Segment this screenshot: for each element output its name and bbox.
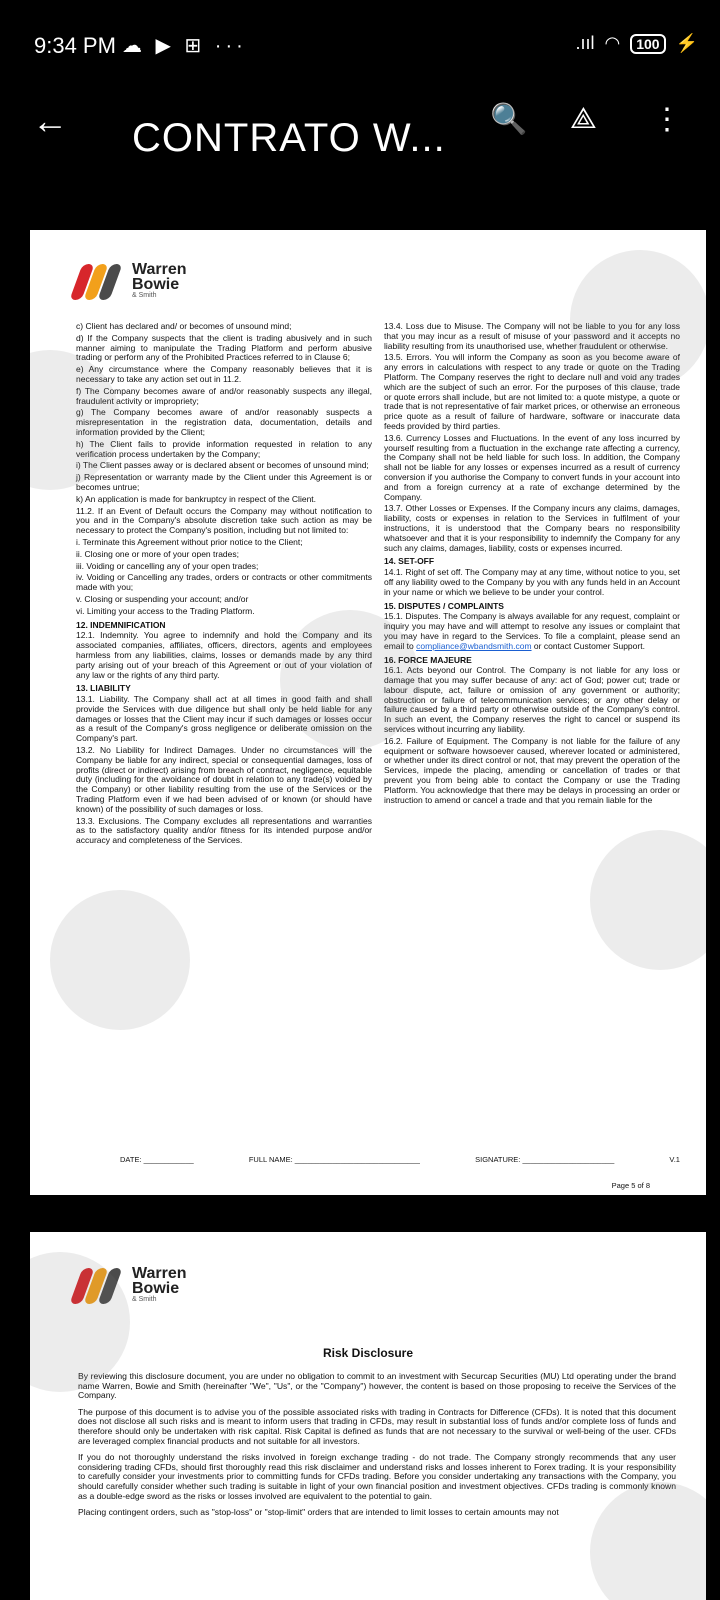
para: iii. Voiding or cancelling any of your open trades; <box>76 560 259 571</box>
battery-icon: 100 <box>630 34 665 54</box>
para: 14.1. Right of set off. The Company may at any time, without notice to you, set off any liability owed to the Company by you with any funds held in an Account in your name or which we believe to be under your control. <box>384 567 680 597</box>
left-column <box>76 322 372 848</box>
logo-line-3: & Smith <box>132 1295 157 1303</box>
para: j) Representation or warranty made by the Client under this Agreement is or becomes untrue; <box>76 472 372 492</box>
para: d) If the Company suspects that the client is trading abusively and in such manner aiming to manipulate the Trading Platform and perform abusive trading or perform any of the Prohibited Practices referred to in Clause 6; <box>76 332 372 363</box>
para: 13.3. Exclusions. The Company excludes all representations and warranties as to the satisfactory quality and/or fitness for its intended purpose and/or accuracy and completeness of the Services. <box>76 815 372 846</box>
logo-line-3: & Smith <box>132 291 157 299</box>
logo-mark-icon <box>72 260 126 300</box>
para: 13.1. Liability. The Company shall act at all times in good faith and shall provide the Services with due diligence but shall only be held liable for any damages or losses that the Client may incur if such damages or losses occur as a result of the Company's gross negligence or deliberate omission on the Company's part. <box>76 694 372 744</box>
watermark-icon <box>590 830 706 970</box>
document-page-6 <box>30 1232 706 1600</box>
para: v. Closing or suspending your account; and/or <box>76 593 249 604</box>
document-title: CONTRATO W... <box>132 116 446 160</box>
section-heading: 16. FORCE MAJEURE <box>384 654 472 665</box>
para: 13.2. No Liability for Indirect Damages. Under no circumstances will the Company be liable for any indirect, special or consequential damages, loss of profits (direct or indirect) arising from breach of contract, negligence, equitable duty (including for the avoidance of doubt in relation to any trade(s) voided by the Company) or other liability resulting from the use of the Services or the Trading Platform even if we had been advised of or known (or should have known) of the possibility of such damages or loss. <box>76 745 372 814</box>
charging-icon: ⚡ <box>675 33 698 53</box>
logo-line-2: Bowie <box>132 275 180 293</box>
footer-version: V.1 <box>669 1155 680 1164</box>
status-time: 9:34 PM <box>34 33 116 58</box>
page-number: Page 5 of 8 <box>611 1181 650 1190</box>
section-heading: 15. DISPUTES / COMPLAINTS <box>384 600 504 611</box>
para: 16.1. Acts beyond our Control. The Company is not liable for any loss or damage that you may suffer because of any: act of God; power cut; trade or labour dispute, act, failure or omission of any government or authority; obstruction or failure of telecommunication services; or any other delay or failure caused by a third party or otherwise outside of the Company's control. In such an event, the Company reserves the right to cancel or suspend its services without incurring any liability. <box>384 665 680 735</box>
footer-signature: SIGNATURE: ______________________ <box>475 1155 615 1164</box>
para: 16.2. Failure of Equipment. The Company is not liable for the failure of any equipment or software howsoever caused, wherever located or administered, or whether under its direct control or not, that may prevent the operation of the Services, impede the placing, amending or cancellation of trades or that prevent you from being able to contact the Company or use the Trading Platform. You acknowledge that there may be delays in processing an order or instruction to amend or cancel a trade and that you remain liable for the <box>384 735 680 805</box>
para: By reviewing this disclosure document, you are under no obligation to commit to an investment with Securcap Securities (MU) Ltd operating under the brand name Warren, Bowie and Smith (hereinafter "We", "Us", or the "Company") however, the content is based on those proposing to receive the Services of the Company. <box>78 1371 676 1401</box>
para: 11.2. If an Event of Default occurs the Company may without notification to you and in the Company's absolute discretion take such action as may be necessary to protect the Company's position, including but not limited to: <box>76 505 372 536</box>
company-logo <box>72 1264 187 1304</box>
wifi-icon: ◠ <box>604 33 621 53</box>
company-logo <box>72 260 187 300</box>
para: 13.7. Other Losses or Expenses. If the Company incurs any claims, damages, liability, costs or expenses in relation to the Services in fulfilment of your instructions, it is understood that the Company bears no responsibility whatsoever and that it is your responsibility to indemnify the Company for any such any claims, damages, liability, costs or expenses incurred. <box>384 503 680 553</box>
disputes-text: 15.1. Disputes. The Company is always available for any request, complaint or inquiry you may have and will attempt to resolve any issues or complaint that you may have in regard to the Services. To file a complaint, please send an email to <box>384 611 680 651</box>
para: Placing contingent orders, such as "stop-loss" or "stop-limit" orders that are intended to limit losses to certain amounts may not <box>78 1507 559 1518</box>
risk-disclosure-title: Risk Disclosure <box>322 1346 414 1360</box>
watermark-icon <box>50 890 190 1030</box>
more-options-icon[interactable]: ⋮ <box>652 103 682 136</box>
para: g) The Company becomes aware of and/or reasonably suspects a misrepresentation in the registration data, documentation, details and information provided by the Client; <box>76 407 372 437</box>
para: 13.4. Loss due to Misuse. The Company will not be liable to you for any loss that you may incur as a result of misuse of your password and it accepts no liability resulting from its unauthorised use, whether fraudulent or otherwise. <box>384 321 680 351</box>
back-arrow-icon[interactable]: ← <box>32 100 68 141</box>
disputes-end: or contact Customer Support. <box>533 640 645 651</box>
page-footer <box>120 1155 680 1164</box>
footer-name: FULL NAME: ______________________________ <box>248 1155 420 1164</box>
risk-disclosure-body <box>78 1372 676 1525</box>
logo-line-1: Warren <box>132 260 187 278</box>
section-heading: 14. SET-OFF <box>384 556 435 567</box>
para: vi. Limiting your access to the Trading Platform. <box>76 605 255 616</box>
para: i) The Client passes away or is declared absent or becomes of unsound mind; <box>76 460 369 471</box>
system-icons <box>575 33 698 54</box>
status-bar <box>0 0 720 82</box>
search-document-icon[interactable]: 🔍 <box>490 103 528 136</box>
para: If you do not thoroughly understand the risks involved in foreign exchange trading - do not trade. The Company strongly recommends that any user considering trading CFDs, should first thoroughly read this risk disclaimer and understand risks and losses inherent to Forex trading. It is your responsibility to carefully consider your investments prior to committing funds for CFDs trading. Before you consider undertaking any transactions with the Company, you should carefully consider whether such trading is suitable in light of your own financial position and investment objectives. CFDs trading is commonly known as a double-edge sword as the risks or losses involved are equivalent to the potential to gain. <box>78 1452 676 1501</box>
signal-icon: .ııl <box>575 33 595 53</box>
para: i. Terminate this Agreement without prior notice to the Client; <box>76 536 303 547</box>
logo-line-1: Warren <box>132 1264 187 1282</box>
para: 13.6. Currency Losses and Fluctuations. In the event of any loss incurred by yourself resulting from a fluctuation in the exchange rate affecting a currency, the Company shall not be held liable for such loss. In addition, the Company shall not be liable for any losses or expenses incurred as a result of currency conversion if you authorise the Company to convert funds in your account into and from a foreign currency at a rate of exchange determined by the Company. <box>384 432 680 502</box>
para: ii. Closing one or more of your open trades; <box>76 548 240 559</box>
footer-date: DATE: ____________ <box>120 1155 194 1164</box>
para: f) The Company becomes aware of and/or reasonably suspects any illegal, fraudulent activity or impropriety; <box>76 385 372 406</box>
compliance-email-link[interactable]: compliance@wbandsmith.com <box>416 640 532 651</box>
notification-icons: ☁ ▶ ⊞ ··· <box>122 35 247 57</box>
para: 12.1. Indemnity. You agree to indemnify and hold the Company and its associated companies, affiliates, officers, directors, agents and employees harmless from any liabilities, claims, losses or demands made by any third party arising out of your breach of this Agreement or out of your violation of any law or the rights of any third party. <box>76 630 372 680</box>
right-column <box>384 322 680 807</box>
para: k) An application is made for bankruptcy in respect of the Client. <box>76 493 317 504</box>
add-to-drive-icon[interactable]: ⟁ <box>570 102 597 135</box>
section-heading: 12. INDEMNIFICATION <box>76 619 166 630</box>
document-page-5 <box>30 230 706 1195</box>
para <box>384 612 680 651</box>
para: e) Any circumstance where the Company reasonably believes that it is necessary to take any action set out in 11.2. <box>76 364 372 384</box>
para: iv. Voiding or Cancelling any trades, orders or contracts or other commitments made with you; <box>76 572 372 593</box>
logo-mark-icon <box>72 1264 126 1304</box>
section-heading: 13. LIABILITY <box>76 683 131 694</box>
logo-line-2: Bowie <box>132 1279 180 1297</box>
app-bar <box>0 82 720 202</box>
para: The purpose of this document is to advise you of the possible associated risks with trading in Contracts for Difference (CFDs). It is noted that this document does not disclose all such risks and is meant to inform users that trading in CFDs, may result in substantial loss of funds and/or complete loss of funds and therefore should only be undertaken with risk capital. Risk Capital is defined as funds that are not necessary to the survival or well-being of the user. CFDs are leveraged complex financial products and not suitable for all investors. <box>78 1406 676 1446</box>
para: c) Client has declared and/ or becomes of unsound mind; <box>76 321 292 331</box>
para: h) The Client fails to provide information requested in relation to any verification process undertaken by the Company; <box>76 438 372 459</box>
para: 13.5. Errors. You will inform the Company as soon as you become aware of any errors in calculations with respect to any trade or quote on the Trading Platform. The Company reserves the right to declare null and void any trades which are the subject of such an error. For the purposes of this clause, trade or quote errors shall include, but are not limited to: a quote mistype, a quote or trade that is not representative of fair market prices, or otherwise an erroneous price quote as a result of failure of hardware, software or inaccurate data feeds provided by third parties. <box>384 352 680 431</box>
